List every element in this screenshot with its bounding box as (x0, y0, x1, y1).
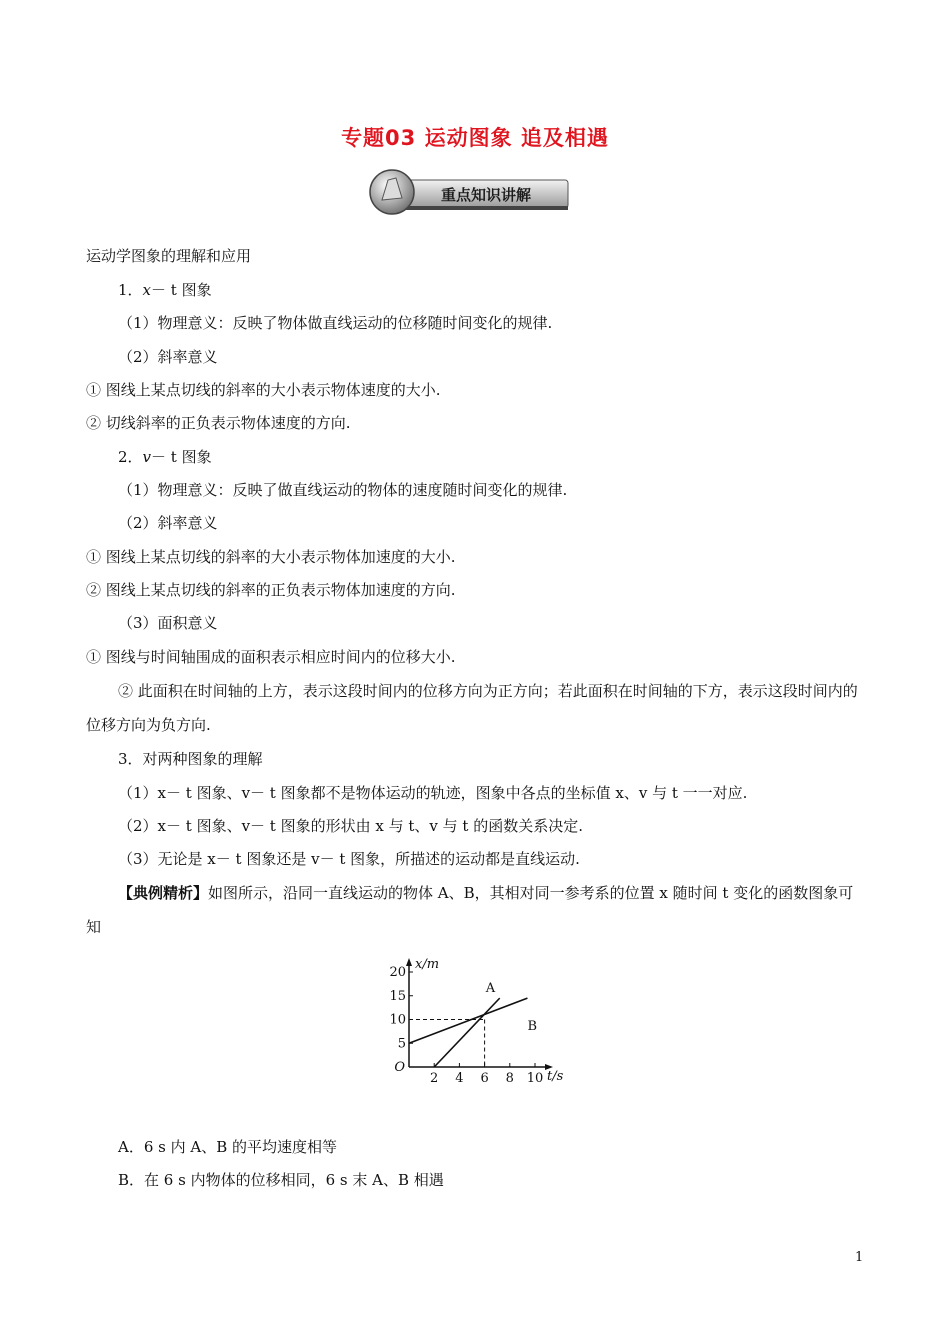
section-2-p1: （1）物理意义：反映了做直线运动的物体的速度随时间变化的规律. (118, 481, 568, 499)
section-3-p2: （2）x－ t 图象、v－ t 图象的形状由 x 与 t、v 与 t 的函数关系决定. (118, 817, 583, 835)
intro-line: 运动学图象的理解和应用 (86, 247, 252, 265)
section-1-p4: ② 切线斜率的正负表示物体速度的方向. (86, 414, 351, 432)
x-tick-label: 6 (480, 1071, 489, 1086)
y-tick-label: 20 (389, 965, 406, 980)
section-2-p7: ② 此面积在时间轴的上方，表示这段时间内的位移方向为正方向；若此面积在时间轴的下方，表示这段时间内的位移方向为负方向. (86, 682, 858, 734)
series-label-A: A (485, 981, 496, 997)
x-tick-label: 2 (430, 1071, 439, 1086)
section-1-heading: 1．x－ t 图象 (118, 281, 212, 299)
example-paragraph (86, 876, 866, 944)
y-tick-label: 15 (389, 988, 406, 1004)
series-line-A (434, 998, 500, 1067)
section-2-p5: （3）面积意义 (118, 614, 218, 632)
example-text: 如图所示，沿同一直线运动的物体 A、B，其相对同一参考系的位置 x 随时间 t 变化的函数图象可知 (86, 884, 854, 936)
y-tick-label: 10 (389, 1012, 406, 1028)
y-tick-label: 5 (397, 1036, 406, 1052)
x-axis-label: t/s (547, 1069, 564, 1084)
page-number: 1 (855, 1250, 864, 1265)
option-b: B．在 6 s 内物体的位移相同，6 s 末 A、B 相遇 (118, 1171, 444, 1189)
section-2-p4: ② 图线上某点切线的斜率的正负表示物体加速度的方向. (86, 581, 456, 599)
y-axis-label: x/m (415, 957, 440, 972)
section-banner (368, 168, 572, 218)
x-tick-label: 10 (526, 1071, 544, 1086)
origin-label: O (394, 1060, 405, 1075)
section-2-p2: （2）斜率意义 (118, 514, 218, 532)
section-1-p1: （1）物理意义：反映了物体做直线运动的位移随时间变化的规律. (118, 314, 553, 332)
series-line-B (409, 998, 527, 1043)
banner-label: 重点知识讲解 (440, 186, 532, 204)
section-1-p3: ① 图线上某点切线的斜率的大小表示物体速度的大小. (86, 381, 441, 399)
series-label-B: B (527, 1019, 538, 1035)
section-2-p6: ① 图线与时间轴围成的面积表示相应时间内的位移大小. (86, 648, 456, 666)
option-a: A．6 s 内 A、B 的平均速度相等 (118, 1138, 338, 1156)
x-tick-label: 8 (505, 1071, 514, 1086)
section-3-p1: （1）x－ t 图象、v－ t 图象都不是物体运动的轨迹，图象中各点的坐标值 x、v 与 t 一一对应. (118, 784, 748, 802)
section-1-p2: （2）斜率意义 (118, 348, 218, 366)
y-axis-arrow-icon (406, 958, 412, 966)
section-2-heading: 2．v－ t 图象 (118, 448, 212, 466)
x-tick-label: 4 (455, 1071, 464, 1086)
section-2-p3: ① 图线上某点切线的斜率的大小表示物体加速度的大小. (86, 548, 456, 566)
section-3-heading: 3．对两种图象的理解 (118, 750, 263, 768)
xt-graph (380, 950, 570, 1100)
example-tag: 【典例精析】 (118, 884, 209, 902)
section-3-p3: （3）无论是 x－ t 图象还是 v－ t 图象，所描述的运动都是直线运动. (118, 850, 580, 868)
page-title: 专题03 运动图象 追及相遇 (341, 126, 609, 150)
